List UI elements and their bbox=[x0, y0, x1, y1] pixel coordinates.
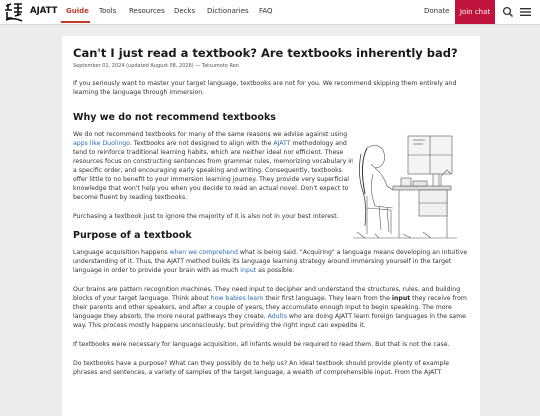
section-heading-why: Why we do not recommend textbooks bbox=[73, 112, 276, 123]
paragraph-purpose-3: If textbooks were necessary for language acquisition, all infants would be required to read them. But that is not the case. bbox=[73, 341, 450, 348]
donate-link[interactable]: Donate bbox=[424, 7, 450, 15]
link-apps-like-duolingo[interactable]: apps like Duolingo bbox=[73, 140, 130, 147]
hamburger-menu-icon[interactable] bbox=[520, 7, 531, 17]
paragraph-purpose-2: Our brains are pattern recognition machines. They need input to decipher and understand the structures, rules, and building blocks of your target language. Think about how babies learn their first language. They learn from the input they receive from their parents and other speakers, and after a couple of years, they accumulate enough input to begin speaking. The more language they absorb, the more neural pathways they create. Adults who are doing AJATT learn foreign languages in the same way. This process mostly happens unconsciously, but providing the right input can expedite it. bbox=[73, 286, 467, 329]
join-chat-button[interactable]: Join chat bbox=[455, 0, 495, 24]
reading-girl-illustration bbox=[353, 134, 457, 240]
kanji-logo-icon[interactable] bbox=[3, 1, 25, 23]
nav-tools[interactable]: Tools bbox=[99, 7, 117, 15]
link-when-we-comprehend[interactable]: when we comprehend bbox=[169, 249, 238, 256]
paragraph-why-1: We do not recommend textbooks for many of the same reasons we advise against using apps like Duolingo. Textbooks are not designed to align with the AJATT methodology and tend to reinforce traditional learning habits, which are neither ideal nor efficient. These resources focus on constructing sentences from grammar rules, memorizing vocabulary in a specific order, and encouraging early speaking and writing. Consequently, textbooks offer little to no benefit to your immersion learning journey. They provide very superficial knowledge that won't help you when you decide to read an actual novel. Don't expect to become fluent by reading textbooks. bbox=[73, 131, 354, 201]
paragraph-purpose-4: Do textbooks have a purpose? What can they possibly do to help us? An ideal textbook should provide plenty of example phrases and sentences, a variety of samples of the target language, a wealth of comprehensible input. From the AJATT bbox=[73, 360, 450, 376]
link-adults[interactable]: Adults bbox=[267, 313, 287, 320]
nav-dictionaries[interactable]: Dictionaries bbox=[207, 7, 249, 15]
search-icon[interactable] bbox=[502, 6, 514, 18]
top-navbar bbox=[0, 0, 540, 25]
section-heading-purpose: Purpose of a textbook bbox=[73, 230, 192, 241]
link-how-babies-learn[interactable]: how babies learn bbox=[210, 295, 264, 302]
section-why bbox=[73, 130, 355, 221]
article-meta: September 01, 2024 (updated August 08, 2026) — Tatsumoto Ren bbox=[73, 63, 239, 69]
paragraph-why-2: Purchasing a textbook just to ignore the majority of it is also not in your best interest. bbox=[73, 213, 339, 220]
intro-paragraph: If you seriously want to master your target language, textbooks are not for you. We recommend skipping them entirely and learning the language through immersion. bbox=[73, 80, 457, 96]
page-title: Can't I just read a textbook? Are textbooks inherently bad? bbox=[73, 46, 458, 60]
nav-decks[interactable]: Decks bbox=[174, 7, 196, 15]
nav-faq[interactable]: FAQ bbox=[259, 7, 273, 15]
active-nav-indicator bbox=[61, 21, 90, 23]
nav-resources[interactable]: Resources bbox=[129, 7, 165, 15]
link-input[interactable]: input bbox=[240, 267, 257, 274]
article-card bbox=[62, 36, 480, 416]
link-ajatt[interactable]: AJATT bbox=[273, 140, 291, 147]
nav-guide[interactable]: Guide bbox=[66, 7, 89, 15]
paragraph-purpose-1: Language acquisition happens when we comprehend what is being said. "Acquiring" a language means developing an intuitive understanding of it. Thus, the AJATT method builds its language learning strategy around immersing yourself in the target language in order to provide your brain with as much input as possible. bbox=[73, 249, 468, 274]
brand-name[interactable]: AJATT bbox=[30, 6, 58, 16]
